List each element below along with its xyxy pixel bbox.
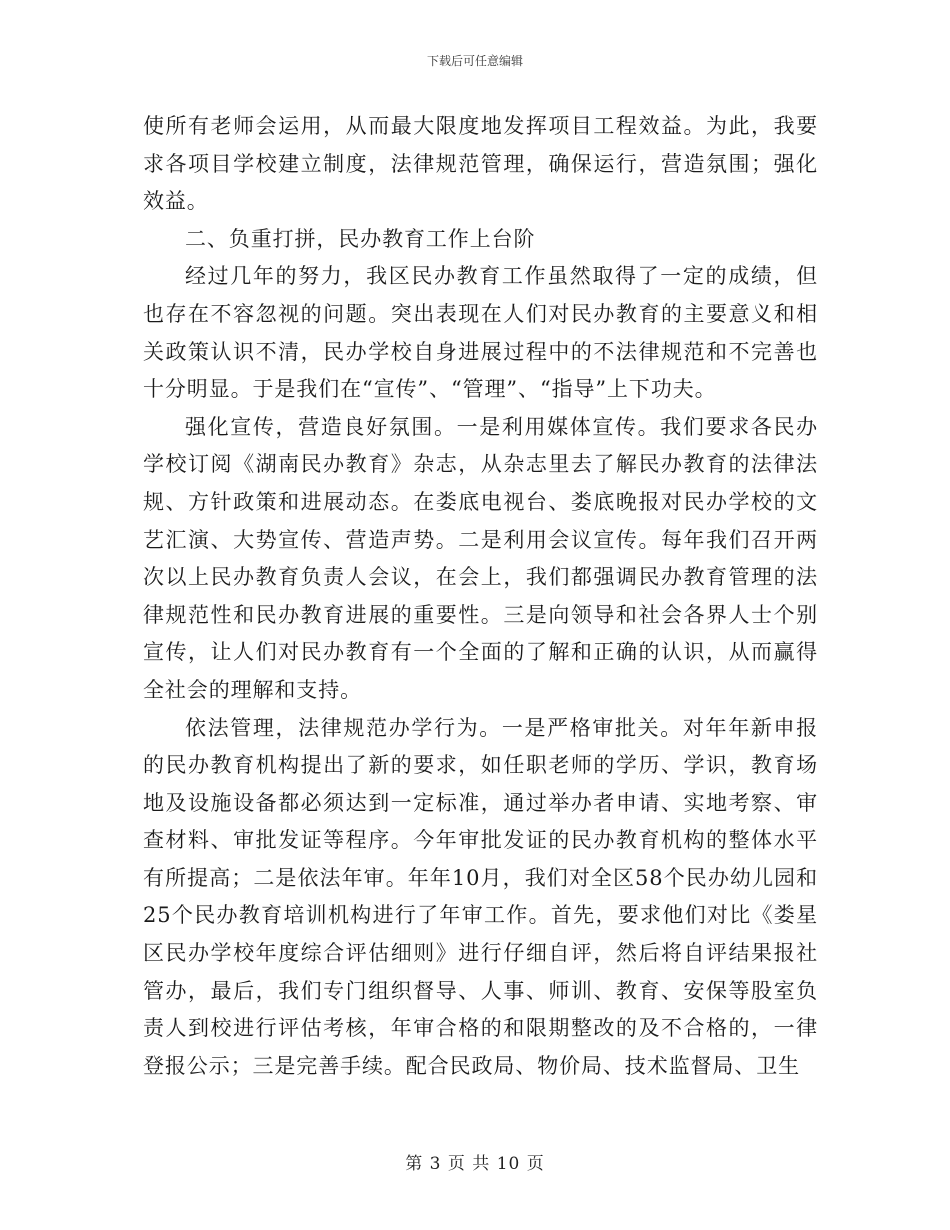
document-body (143, 108, 818, 1085)
paragraph-management: 依法管理，法律规范办学行为。一是严格审批关。对年年新申报的民办教育机构提出了新的要求，如任职老师的学历、学识，教育场地及设施设备都必须达到一定标准，通过举办者申请、实地考察、审查材料、审批发证等程序。今年审批发证的民办教育机构的整体水平有所提高；二是依法年审。年年10月，我们对全区58个民办幼儿园和25个民办教育培训机构进行了年审工作。首先，要求他们对比《娄星区民办学校年度综合评估细则》进行仔细自评，然后将自评结果报社管办，最后，我们专门组织督导、人事、师训、教育、安保等股室负责人到校进行评估考核，年审合格的和限期整改的及不合格的，一律登报公示；三是完善手续。配合民政局、物价局、技术监督局、卫生 (143, 715, 818, 1078)
paragraph-problems: 经过几年的努力，我区民办教育工作虽然取得了一定的成绩，但也存在不容忽视的问题。突出表现在人们对民办教育的主要意义和相关政策认识不清，民办学校自身进展过程中的不法律规范和不完善也十分明显。于是我们在“宣传”、“管理”、“指导”上下功夫。 (143, 264, 818, 402)
page-header: 下载后可任意编辑 (426, 54, 523, 68)
paragraph-publicity: 强化宣传，营造良好氛围。一是利用媒体宣传。我们要求各民办学校订阅《湖南民办教育》杂志，从杂志里去了解民办教育的法律法规、方针政策和进展动态。在娄底电视台、娄底晚报对民办学校的文艺汇演、大势宣传、营造声势。二是利用会议宣传。每年我们召开两次以上民办教育负责人会议，在会上，我们都强调民办教育管理的法律规范性和民办教育进展的重要性。三是向领导和社会各界人士个别宣传，让人们对民办教育有一个全面的了解和正确的认识，从而赢得全社会的理解和支持。 (143, 414, 818, 702)
section-heading: 二、负重打拼，民办教育工作上台阶 (185, 226, 536, 251)
page-number: 第 3 页 共 10 页 (405, 1154, 545, 1174)
paragraph-continuation: 使所有老师会运用，从而最大限度地发挥项目工程效益。为此，我要求各项目学校建立制度，法律规范管理，确保运行，营造氛围；强化效益。 (143, 114, 818, 214)
